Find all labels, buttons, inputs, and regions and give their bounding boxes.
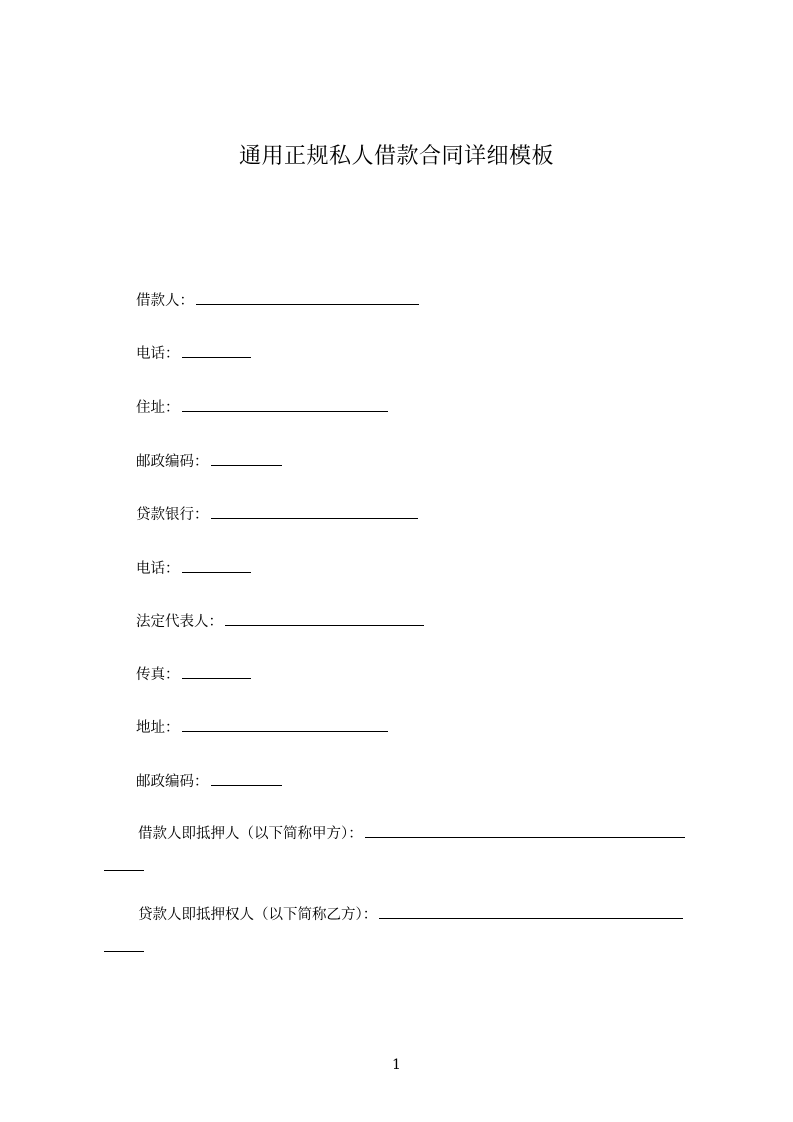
field-label: 贷款银行： — [136, 507, 209, 523]
fill-blank[interactable] — [211, 503, 418, 519]
fill-blank[interactable] — [182, 396, 388, 412]
page-number: 1 — [392, 1057, 401, 1073]
fill-blank[interactable] — [182, 663, 251, 679]
field-bank-address — [136, 716, 388, 740]
field-borrower-address — [136, 396, 388, 420]
field-borrower-phone — [136, 342, 251, 366]
party-label: 借款人即抵押人（以下简称甲方）： — [138, 826, 363, 842]
party-b — [104, 903, 704, 960]
document-title: 通用正规私人借款合同详细模板 — [238, 144, 554, 169]
fill-blank[interactable] — [211, 450, 282, 466]
field-label: 法定代表人： — [136, 614, 223, 630]
field-bank-phone — [136, 557, 251, 581]
field-label: 地址： — [136, 720, 180, 736]
fill-blank-continued[interactable] — [104, 936, 144, 952]
fill-blank[interactable] — [196, 289, 419, 305]
fill-blank[interactable] — [182, 557, 251, 573]
field-label: 住址： — [136, 400, 180, 416]
field-label: 电话： — [136, 346, 180, 362]
field-bank-postcode — [136, 770, 282, 794]
field-label: 邮政编码： — [136, 454, 209, 470]
field-label: 借款人： — [136, 293, 194, 309]
field-label: 电话： — [136, 561, 180, 577]
fill-blank[interactable] — [379, 903, 683, 919]
party-label: 贷款人即抵押权人（以下简称乙方）： — [138, 907, 378, 923]
field-legal-representative — [136, 610, 424, 634]
field-label: 邮政编码： — [136, 774, 209, 790]
fill-blank[interactable] — [225, 610, 424, 626]
fill-blank[interactable] — [182, 716, 388, 732]
party-a — [104, 822, 704, 879]
field-borrower-postcode — [136, 450, 282, 474]
fill-blank-continued[interactable] — [104, 855, 144, 871]
field-label: 传真： — [136, 667, 180, 683]
field-fax — [136, 663, 251, 687]
fill-blank[interactable] — [211, 770, 282, 786]
fill-blank[interactable] — [182, 342, 251, 358]
fill-blank[interactable] — [365, 822, 685, 838]
field-lending-bank — [136, 503, 418, 527]
field-borrower — [136, 289, 419, 313]
